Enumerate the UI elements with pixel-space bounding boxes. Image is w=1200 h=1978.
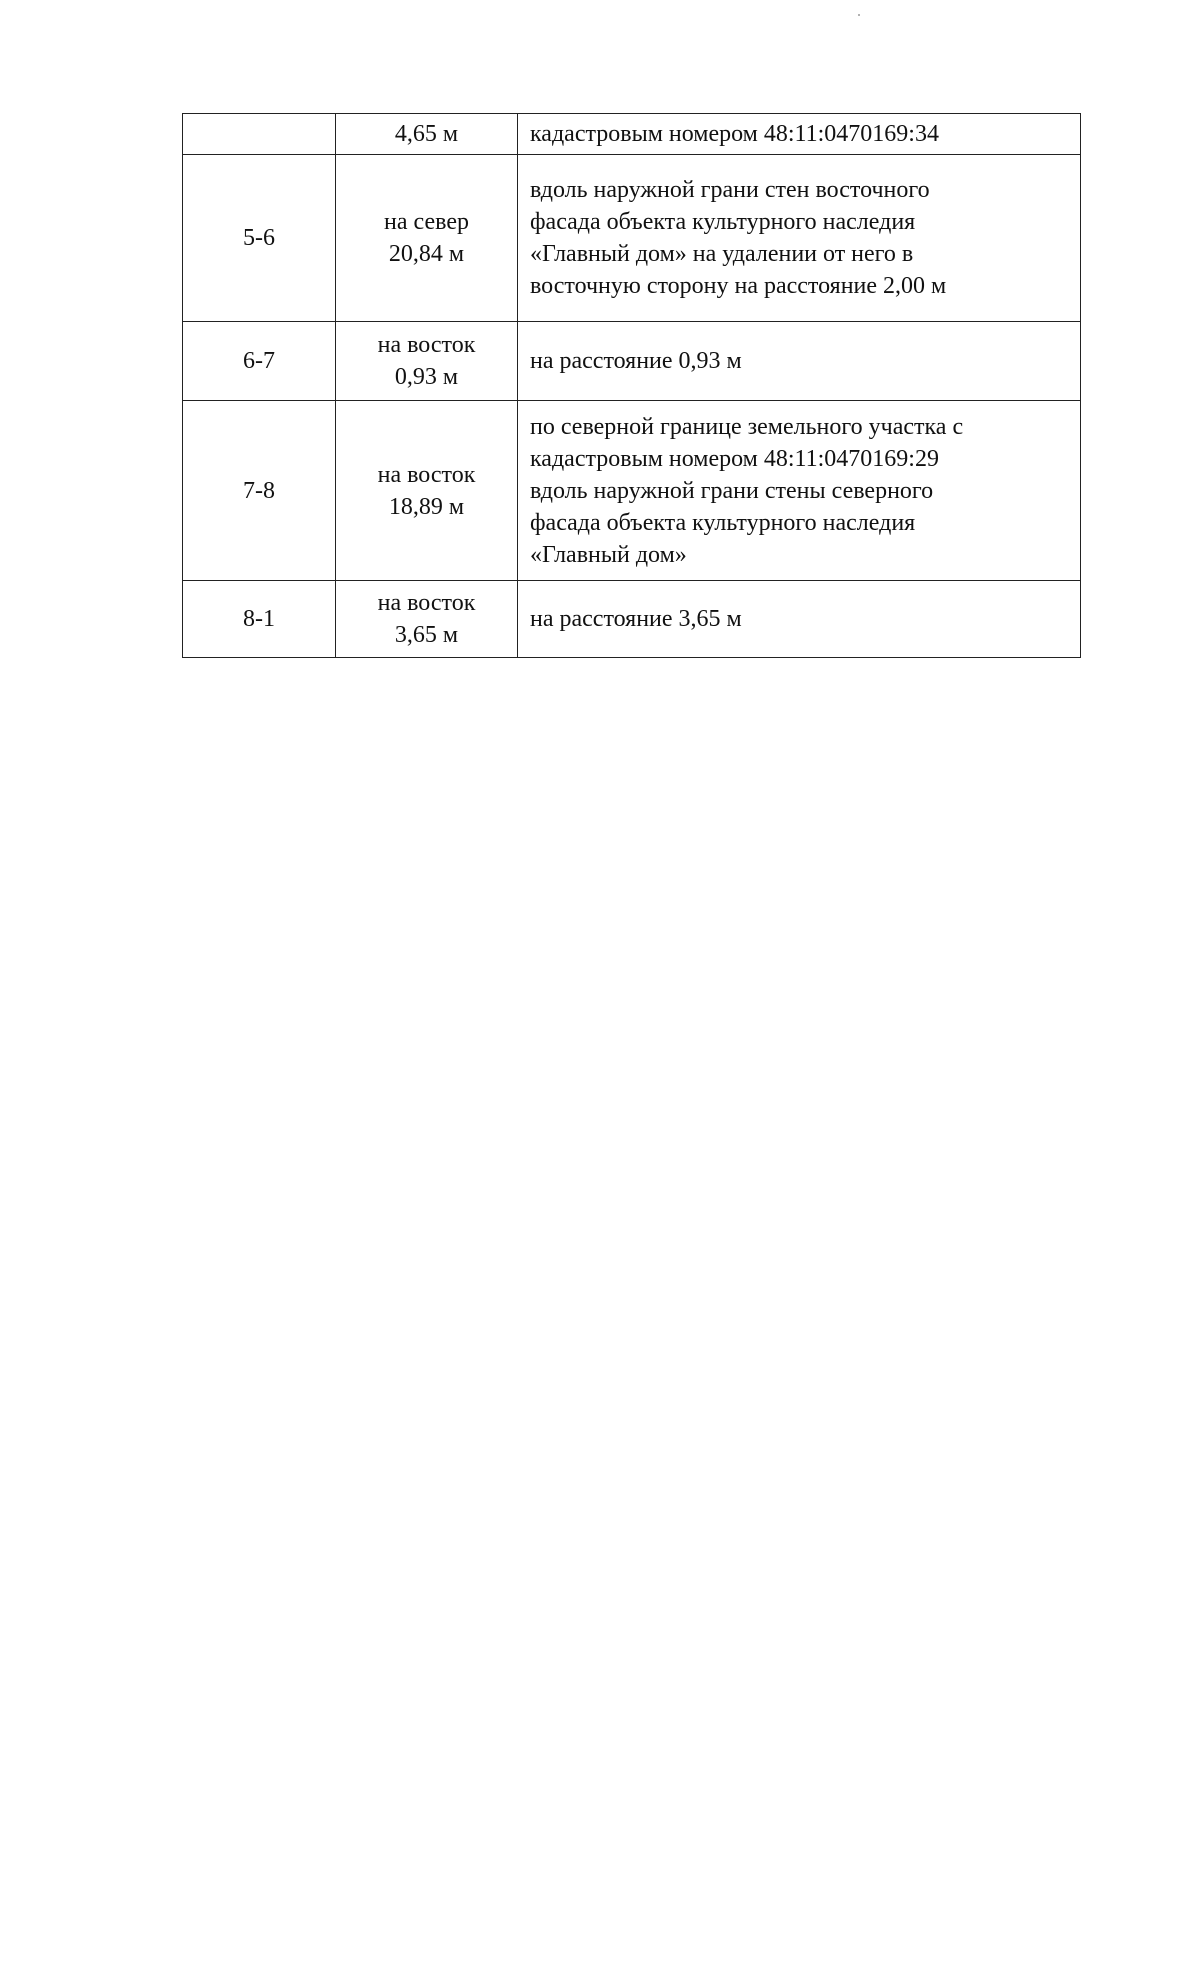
segment-cell	[183, 114, 336, 155]
direction-bearing: на восток	[377, 590, 476, 616]
segment-label: 8-1	[243, 606, 275, 632]
description-line: «Главный дом» на удалении от него в	[530, 241, 914, 267]
direction-distance: 3,65 м	[394, 622, 459, 648]
description-line: кадастровым номером 48:11:0470169:29	[530, 445, 939, 472]
description-cell	[518, 114, 1081, 155]
direction-cell	[336, 322, 518, 401]
direction-distance: 4,65 м	[394, 121, 459, 147]
description-line: кадастровым номером 48:11:0470169:34	[530, 121, 939, 147]
direction-bearing: на восток	[377, 461, 476, 488]
direction-cell	[336, 114, 518, 155]
table-row	[183, 155, 1081, 322]
description-line: фасада объекта культурного наследия	[530, 509, 916, 536]
segment-label: 7-8	[243, 477, 275, 504]
direction-distance: 20,84 м	[388, 241, 465, 267]
segment-cell	[183, 155, 336, 322]
direction-bearing: на восток	[377, 332, 476, 358]
table-row	[183, 114, 1081, 155]
description-line: на расстояние 3,65 м	[530, 606, 742, 632]
description-line: по северной границе земельного участка с	[530, 413, 964, 440]
description-cell	[518, 581, 1081, 658]
description-cell	[518, 401, 1081, 581]
direction-cell	[336, 581, 518, 658]
segment-label: 5-6	[243, 225, 275, 251]
segment-cell	[183, 322, 336, 401]
description-line: фасада объекта культурного наследия	[530, 209, 916, 235]
description-cell	[518, 322, 1081, 401]
table-row	[183, 401, 1081, 581]
description-line: «Главный дом»	[530, 541, 687, 568]
direction-distance: 18,89 м	[388, 493, 465, 520]
description-cell	[518, 155, 1081, 322]
boundary-table	[182, 113, 1081, 658]
description-line: вдоль наружной грани стены северного	[530, 477, 934, 504]
segment-cell	[183, 401, 336, 581]
description-line: вдоль наружной грани стен восточного	[530, 177, 930, 203]
direction-distance: 0,93 м	[394, 364, 459, 390]
scan-speck	[858, 14, 860, 16]
description-line: восточную сторону на расстояние 2,00 м	[530, 273, 947, 299]
segment-cell	[183, 581, 336, 658]
table-row	[183, 322, 1081, 401]
table-row	[183, 581, 1081, 658]
direction-cell	[336, 155, 518, 322]
description-line: на расстояние 0,93 м	[530, 348, 742, 374]
direction-cell	[336, 401, 518, 581]
direction-bearing: на север	[384, 209, 469, 235]
segment-label: 6-7	[243, 348, 275, 374]
